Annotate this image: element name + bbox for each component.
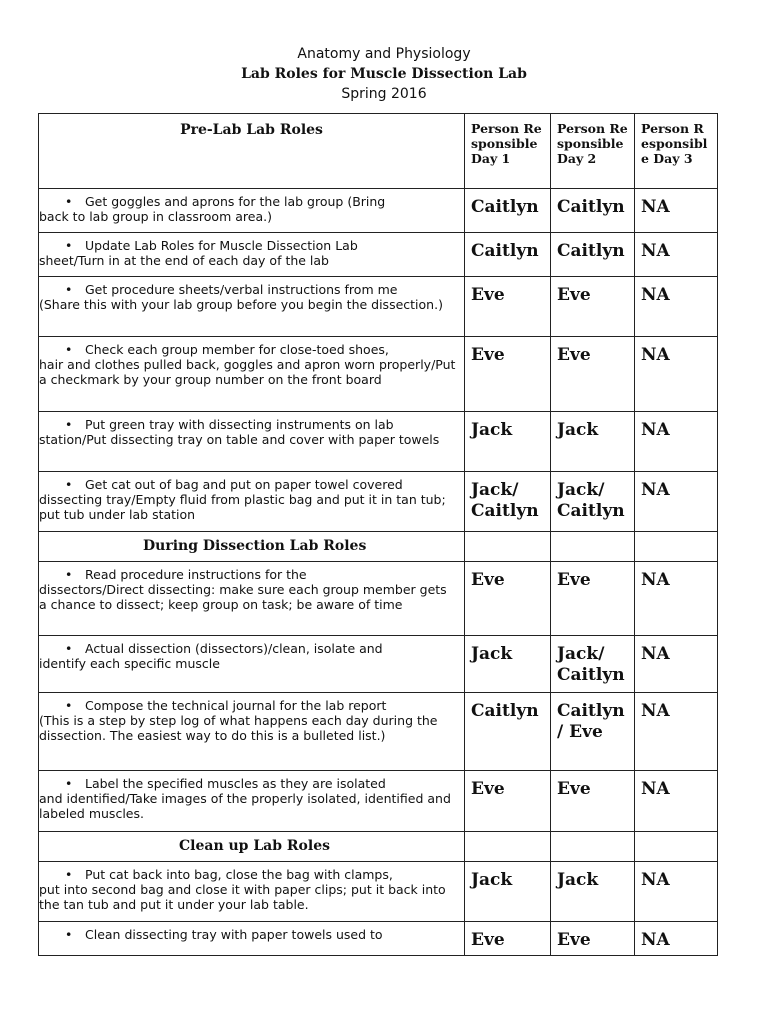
person-day3: NA (635, 771, 718, 832)
task-text-continued: and identified/Take images of the properly isolated, identified and labeled muscles. (39, 791, 451, 822)
task-cell (39, 233, 465, 277)
task-text: Compose the technical journal for the lab report (85, 698, 387, 713)
bullet-icon: • (65, 477, 73, 492)
person-day3: NA (635, 562, 718, 636)
task-first-line (39, 641, 458, 656)
bullet-icon: • (65, 342, 73, 357)
task-text-continued: hair and clothes pulled back, goggles and apron worn properly/Put a checkmark by your group number on the front board (39, 357, 456, 388)
table-row (39, 337, 718, 412)
task-text-continued: dissecting tray/Empty fluid from plastic bag and put it in tan tub; put tub under lab station (39, 492, 446, 523)
task-cell (39, 277, 465, 337)
task-cell (39, 862, 465, 922)
person-day3: NA (635, 189, 718, 233)
table-row (39, 233, 718, 277)
table-row (39, 922, 718, 956)
person-day1: Eve (465, 562, 551, 636)
task-first-line (39, 867, 458, 882)
empty-cell (635, 832, 718, 862)
task-text: Update Lab Roles for Muscle Dissection Lab (85, 238, 358, 253)
person-day2: Caitlyn (551, 233, 635, 277)
table-row (39, 189, 718, 233)
table-row (39, 862, 718, 922)
table-row (39, 771, 718, 832)
task-text: Check each group member for close-toed shoes, (85, 342, 389, 357)
course-title: Anatomy and Physiology (297, 46, 471, 62)
task-text-continued: (This is a step by step log of what happens each day during the dissection. The easiest way to do this is a bulleted list.) (39, 713, 438, 744)
person-day2: Eve (551, 771, 635, 832)
term-label: Spring 2016 (341, 86, 427, 102)
task-text: Clean dissecting tray with paper towels used to (85, 927, 383, 942)
task-text: Get procedure sheets/verbal instructions from me (85, 282, 398, 297)
task-cell (39, 337, 465, 412)
section-row (39, 532, 718, 562)
person-day3: NA (635, 472, 718, 532)
bullet-icon: • (65, 567, 73, 582)
person-day2: Caitlyn (551, 189, 635, 233)
task-first-line (39, 194, 458, 209)
person-day1: Eve (465, 277, 551, 337)
task-first-line (39, 477, 458, 492)
task-text: Put green tray with dissecting instruments on lab (85, 417, 394, 432)
task-cell (39, 771, 465, 832)
task-text-continued: sheet/Turn in at the end of each day of the lab (39, 253, 329, 269)
section-row (39, 832, 718, 862)
section-heading-cleanup: Clean up Lab Roles (39, 832, 465, 862)
task-text-continued: station/Put dissecting tray on table and cover with paper towels (39, 432, 440, 448)
person-day2: Jack/ Caitlyn (551, 636, 635, 693)
person-day2: Eve (551, 277, 635, 337)
task-text: Actual dissection (dissectors)/clean, isolate and (85, 641, 383, 656)
empty-cell (465, 532, 551, 562)
person-day3: NA (635, 922, 718, 956)
empty-cell (551, 532, 635, 562)
person-day1: Eve (465, 922, 551, 956)
person-day2: Eve (551, 337, 635, 412)
person-day3: NA (635, 862, 718, 922)
person-day2: Caitlyn / Eve (551, 693, 635, 771)
section-heading-during: During Dissection Lab Roles (39, 532, 465, 562)
table-row (39, 412, 718, 472)
table-row (39, 693, 718, 771)
bullet-icon: • (65, 698, 73, 713)
task-text: Label the specified muscles as they are isolated (85, 776, 386, 791)
table-header-row (39, 114, 718, 189)
column-header-day1: Person Responsible Day 1 (465, 114, 551, 189)
person-day1: Jack (465, 862, 551, 922)
bullet-icon: • (65, 238, 73, 253)
task-text-continued: (Share this with your lab group before you begin the dissection.) (39, 297, 443, 313)
task-text-continued: back to lab group in classroom area.) (39, 209, 272, 225)
bullet-icon: • (65, 867, 73, 882)
person-day1: Eve (465, 337, 551, 412)
empty-cell (465, 832, 551, 862)
column-header-day2: Person Responsible Day 2 (551, 114, 635, 189)
table-row (39, 277, 718, 337)
task-cell (39, 562, 465, 636)
person-day2: Eve (551, 922, 635, 956)
person-day1: Caitlyn (465, 189, 551, 233)
task-first-line (39, 282, 458, 297)
bullet-icon: • (65, 776, 73, 791)
task-cell (39, 189, 465, 233)
person-day1: Caitlyn (465, 693, 551, 771)
person-day3: NA (635, 693, 718, 771)
column-header-day3: Person Responsible Day 3 (635, 114, 718, 189)
empty-cell (635, 532, 718, 562)
table-row (39, 472, 718, 532)
person-day2: Eve (551, 562, 635, 636)
person-day3: NA (635, 233, 718, 277)
task-cell (39, 922, 465, 956)
task-text: Read procedure instructions for the (85, 567, 307, 582)
task-first-line (39, 698, 458, 713)
document-header (0, 44, 768, 104)
person-day2: Jack/ Caitlyn (551, 472, 635, 532)
lab-roles-table (38, 113, 718, 956)
person-day1: Eve (465, 771, 551, 832)
task-text: Put cat back into bag, close the bag with clamps, (85, 867, 393, 882)
bullet-icon: • (65, 282, 73, 297)
person-day1: Jack (465, 636, 551, 693)
person-day3: NA (635, 636, 718, 693)
bullet-icon: • (65, 641, 73, 656)
person-day1: Caitlyn (465, 233, 551, 277)
task-first-line (39, 927, 458, 942)
task-first-line (39, 417, 458, 432)
person-day2: Jack (551, 412, 635, 472)
task-first-line (39, 238, 458, 253)
task-first-line (39, 776, 458, 791)
table-row (39, 562, 718, 636)
bullet-icon: • (65, 417, 73, 432)
task-text-continued: dissectors/Direct dissecting: make sure each group member gets a chance to dissect; keep group on task; be aware of time (39, 582, 447, 613)
person-day2: Jack (551, 862, 635, 922)
bullet-icon: • (65, 194, 73, 209)
task-first-line (39, 567, 458, 582)
task-text: Get goggles and aprons for the lab group (Bring (85, 194, 386, 209)
person-day3: NA (635, 412, 718, 472)
task-cell (39, 636, 465, 693)
task-text-continued: put into second bag and close it with paper clips; put it back into the tan tub and put it under your lab table. (39, 882, 446, 913)
task-cell (39, 693, 465, 771)
document-title: Lab Roles for Muscle Dissection Lab (241, 66, 527, 82)
task-cell (39, 412, 465, 472)
task-text-continued: identify each specific muscle (39, 656, 220, 672)
task-cell (39, 472, 465, 532)
person-day1: Jack (465, 412, 551, 472)
person-day3: NA (635, 337, 718, 412)
person-day1: Jack/ Caitlyn (465, 472, 551, 532)
bullet-icon: • (65, 927, 73, 942)
task-first-line (39, 342, 458, 357)
person-day3: NA (635, 277, 718, 337)
table-row (39, 636, 718, 693)
column-header-prelab: Pre-Lab Lab Roles (39, 114, 465, 189)
task-text: Get cat out of bag and put on paper towel covered (85, 477, 403, 492)
empty-cell (551, 832, 635, 862)
